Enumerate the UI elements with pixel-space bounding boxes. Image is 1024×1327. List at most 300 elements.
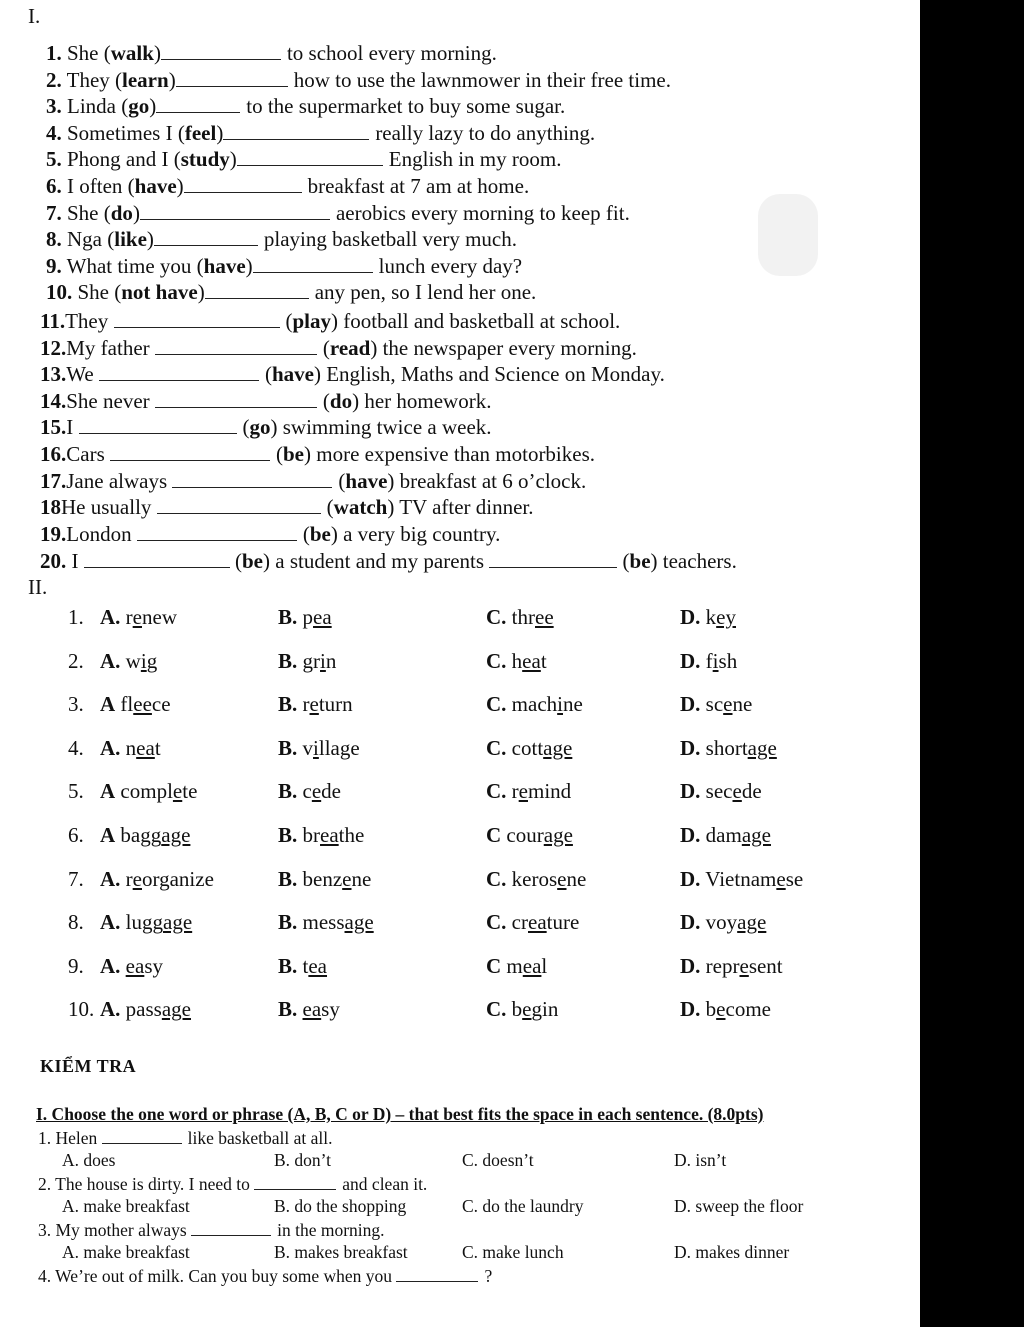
- test-question-3: [38, 1219, 385, 1241]
- option-d[interactable]: [680, 953, 783, 979]
- word-start: cr: [511, 910, 528, 935]
- answer-option[interactable]: A. does: [62, 1150, 116, 1170]
- option-letter: A.: [100, 953, 121, 978]
- option-letter: A: [100, 823, 116, 847]
- word-start: short: [705, 735, 748, 760]
- option-letter: A.: [100, 866, 121, 891]
- option-letter: A.: [100, 997, 121, 1022]
- item-middle-text: a student and my parents: [275, 549, 485, 573]
- item-number: 16.: [40, 442, 67, 466]
- exercise-item-18: 18He usually (watch) TV after dinner.: [40, 495, 534, 520]
- section-2-label: II.: [28, 575, 48, 599]
- word-start: cour: [506, 823, 544, 847]
- exercise-item-7: [46, 200, 630, 226]
- underlined-sound: ea: [125, 953, 145, 978]
- option-letter: C.: [486, 997, 507, 1022]
- word-start: r: [125, 605, 133, 629]
- item-text: her homework.: [364, 388, 492, 413]
- option-letter: C.: [486, 605, 507, 629]
- item-paren: ): [245, 253, 253, 278]
- word-start: w: [125, 648, 141, 673]
- word-start: sc: [705, 692, 724, 717]
- item-verb: be: [283, 442, 304, 466]
- answer-blank[interactable]: [99, 362, 259, 381]
- option-letter: B.: [278, 648, 298, 673]
- item-text: football and basketball at school.: [343, 309, 621, 333]
- word-end: the: [338, 823, 365, 847]
- option-c[interactable]: [486, 648, 547, 674]
- item-subject: She (: [67, 200, 111, 225]
- option-c[interactable]: [486, 735, 572, 761]
- item-text: to school every morning.: [286, 41, 497, 65]
- word-start: repr: [705, 953, 740, 978]
- underlined-sound: e: [342, 866, 352, 891]
- exercise-item-13: 13.We (have) English, Maths and Science on Monday.: [40, 362, 665, 387]
- option-d[interactable]: [680, 996, 771, 1022]
- item-verb: be: [629, 549, 651, 573]
- answer-option[interactable]: D. isn’t: [674, 1150, 727, 1170]
- item-subject: She never: [66, 388, 150, 413]
- item-number: 20.: [40, 549, 67, 573]
- item-paren: ): [216, 120, 224, 145]
- option-letter: C.: [486, 648, 507, 673]
- item-verb: not have: [121, 280, 198, 305]
- exercise-item-9: [46, 253, 522, 279]
- answer-blank[interactable]: [191, 1221, 271, 1236]
- answer-option[interactable]: C. do the laundry: [462, 1196, 584, 1216]
- word-end: ture: [546, 910, 580, 935]
- item-verb: have: [345, 468, 388, 493]
- word-start: t: [302, 953, 309, 978]
- word-start: sec: [705, 779, 733, 804]
- answer-blank[interactable]: [205, 280, 309, 299]
- underlined-sound: i: [320, 648, 326, 673]
- option-letter: C.: [486, 692, 507, 717]
- pronunciation-row-number: 6.: [68, 823, 84, 847]
- option-a[interactable]: [100, 691, 171, 717]
- item-subject: London: [66, 521, 132, 546]
- answer-blank[interactable]: [237, 147, 383, 166]
- option-letter: C.: [486, 779, 507, 804]
- word-start: pass: [125, 997, 162, 1022]
- underlined-sound: e: [518, 779, 528, 804]
- underlined-sound: e: [776, 866, 786, 891]
- option-d[interactable]: [680, 866, 803, 892]
- item-text: any pen, so I lend her one.: [314, 280, 537, 305]
- option-letter: B.: [278, 823, 298, 847]
- word-start: f: [705, 648, 713, 673]
- option-d[interactable]: [680, 604, 736, 630]
- exercise-item-3: [46, 93, 565, 119]
- item-subject: I: [71, 549, 79, 573]
- item-verb: feel: [184, 120, 217, 145]
- item-text: really lazy to do anything.: [375, 120, 596, 145]
- word-end: sent: [748, 953, 783, 978]
- option-letter: A.: [100, 648, 121, 673]
- item-text: swimming twice a week.: [282, 415, 492, 440]
- word-start: b: [511, 997, 523, 1022]
- item-paren: ): [153, 41, 161, 65]
- option-letter: C.: [486, 910, 507, 935]
- answer-blank[interactable]: [254, 1175, 336, 1190]
- underlined-sound: age: [543, 823, 573, 847]
- answer-blank[interactable]: [114, 309, 280, 328]
- option-letter: C: [486, 823, 502, 847]
- underlined-sound: e: [309, 692, 319, 717]
- word-start: keros: [511, 866, 558, 891]
- word-end: de: [741, 779, 762, 804]
- option-a[interactable]: [100, 996, 191, 1022]
- option-letter: D.: [680, 735, 701, 760]
- item-subject: We: [66, 362, 94, 387]
- item-verb: have: [134, 174, 177, 198]
- item-number: 13.: [40, 362, 67, 387]
- answer-blank[interactable]: [155, 336, 317, 355]
- word-start: b: [705, 997, 717, 1022]
- option-letter: B.: [278, 997, 298, 1022]
- word-end: mind: [528, 779, 572, 804]
- option-a[interactable]: [100, 909, 192, 935]
- underlined-sound: e: [557, 866, 567, 891]
- answer-option[interactable]: B. do the shopping: [274, 1196, 407, 1216]
- underlined-sound: ea: [522, 953, 542, 978]
- answer-blank[interactable]: [84, 549, 230, 568]
- item-number: 19.: [40, 521, 67, 546]
- underlined-sound: i: [313, 735, 319, 760]
- item-number: 15.: [40, 415, 67, 440]
- item-subject: He usually: [61, 495, 152, 520]
- item-verb: do: [110, 200, 133, 225]
- answer-blank[interactable]: [140, 201, 330, 220]
- option-b[interactable]: [278, 822, 364, 848]
- item-number: 5.: [46, 147, 62, 172]
- word-start: mess: [302, 910, 345, 935]
- option-b[interactable]: [278, 866, 371, 892]
- item-subject: Phong and I (: [67, 147, 181, 172]
- word-end: come: [725, 997, 771, 1022]
- answer-option[interactable]: D. sweep the floor: [674, 1196, 804, 1216]
- option-d[interactable]: [680, 909, 766, 935]
- item-subject: I often (: [67, 174, 135, 198]
- word-start: bagg: [120, 823, 162, 847]
- word-start: n: [125, 735, 137, 760]
- answer-blank[interactable]: [176, 68, 288, 87]
- item-subject: I: [66, 415, 74, 440]
- item-subject: What time you (: [66, 253, 204, 278]
- pronunciation-row-number: 7.: [68, 866, 84, 891]
- option-a[interactable]: [100, 953, 163, 979]
- item-paren: ): [132, 200, 140, 225]
- exercise-item-15: 15.I (go) swimming twice a week.: [40, 415, 492, 440]
- option-letter: D.: [680, 823, 701, 847]
- exercise-item-16: 16.Cars (be) more expensive than motorbikes.: [40, 442, 596, 466]
- underlined-sound: e: [522, 997, 532, 1022]
- word-end: sy: [321, 997, 340, 1022]
- pronunciation-row-number: 4.: [68, 735, 84, 760]
- option-letter: D.: [680, 648, 701, 673]
- answer-blank[interactable]: [396, 1267, 478, 1282]
- answer-blank[interactable]: [157, 495, 321, 514]
- word-end: llage: [318, 735, 360, 760]
- question-text: 1. Helen: [38, 1128, 98, 1148]
- word-start: Vietnam: [705, 866, 777, 891]
- underlined-sound: e: [132, 866, 142, 891]
- item-number: 17.: [40, 468, 67, 493]
- word-start: thr: [511, 605, 535, 629]
- item-paren: ): [146, 227, 154, 252]
- exercise-item-12: 12.My father (read) the newspaper every morning.: [40, 335, 637, 360]
- option-b[interactable]: [278, 648, 336, 674]
- item-paren: ): [176, 174, 184, 198]
- option-letter: B.: [278, 735, 298, 760]
- underlined-sound: ea: [528, 910, 547, 935]
- word-end: t: [154, 735, 161, 760]
- item-number: 7.: [46, 200, 62, 225]
- option-letter: B.: [278, 692, 298, 717]
- underlined-sound: age: [344, 910, 374, 935]
- exercise-item-1: [46, 40, 497, 66]
- option-letter: C: [486, 953, 502, 978]
- word-start: p: [302, 605, 314, 629]
- answer-blank[interactable]: [156, 94, 240, 113]
- word-start: fl: [120, 692, 134, 717]
- underlined-sound: e: [732, 779, 742, 804]
- option-c[interactable]: [486, 953, 547, 979]
- option-letter: D.: [680, 997, 701, 1022]
- underlined-sound: ea: [136, 735, 155, 760]
- option-b[interactable]: [278, 604, 332, 630]
- answer-blank[interactable]: [184, 174, 302, 193]
- word-start: dam: [705, 823, 742, 847]
- underlined-sound: age: [747, 735, 777, 760]
- answer-option[interactable]: C. make lunch: [462, 1242, 564, 1262]
- item-subject: Linda (: [67, 94, 129, 119]
- word-start: h: [511, 648, 523, 673]
- option-c[interactable]: [486, 909, 579, 935]
- underlined-sound: age: [161, 997, 191, 1022]
- exercise-item-8: [46, 226, 517, 252]
- underlined-sound: e: [716, 997, 726, 1022]
- word-end: sh: [718, 648, 738, 673]
- option-letter: B.: [278, 866, 298, 891]
- option-d[interactable]: [680, 691, 752, 717]
- pronunciation-row-number: 8.: [68, 910, 84, 935]
- answer-option[interactable]: B. don’t: [274, 1150, 332, 1170]
- item-subject: They: [65, 309, 109, 333]
- option-d[interactable]: [680, 822, 771, 848]
- option-letter: D.: [680, 692, 701, 717]
- option-b[interactable]: [278, 953, 327, 979]
- word-end: ne: [732, 692, 753, 717]
- option-d[interactable]: [680, 735, 777, 761]
- item-text: teachers.: [662, 549, 737, 573]
- option-a[interactable]: [100, 604, 177, 630]
- item-number: 4.: [46, 120, 62, 145]
- option-letter: A: [100, 779, 116, 804]
- answer-blank[interactable]: [102, 1129, 182, 1144]
- underlined-sound: ey: [716, 605, 736, 629]
- answer-blank[interactable]: [79, 415, 237, 434]
- option-letter: A.: [100, 735, 121, 760]
- answer-option[interactable]: C. doesn’t: [462, 1150, 534, 1170]
- answer-option[interactable]: B. makes breakfast: [274, 1242, 408, 1262]
- option-letter: D.: [680, 953, 701, 978]
- option-b[interactable]: [278, 735, 360, 761]
- word-end: new: [142, 605, 177, 629]
- word-end: se: [785, 866, 804, 891]
- word-end: t: [540, 648, 547, 673]
- pronunciation-row-number: 9.: [68, 953, 84, 978]
- option-letter: A.: [100, 605, 121, 629]
- word-start: gr: [302, 648, 321, 673]
- option-c[interactable]: [486, 996, 558, 1022]
- item-text: lunch every day?: [378, 253, 523, 278]
- word-start: benz: [302, 866, 343, 891]
- option-b[interactable]: [278, 996, 340, 1022]
- exercise-item-5: [46, 146, 561, 172]
- option-letter: C.: [486, 735, 507, 760]
- item-number: 9.: [46, 253, 62, 278]
- pronunciation-row-number: 10.: [68, 997, 95, 1022]
- item-number: 2.: [46, 67, 62, 92]
- item-verb: be: [242, 549, 263, 573]
- option-a[interactable]: [100, 778, 197, 804]
- underlined-sound: ea: [320, 823, 339, 847]
- item-text: English in my room.: [388, 147, 562, 172]
- underlined-sound: i: [712, 648, 719, 673]
- item-verb: go: [249, 415, 271, 440]
- underlined-sound: e: [723, 692, 733, 717]
- underlined-sound: ea: [308, 953, 328, 978]
- word-start: mach: [511, 692, 558, 717]
- option-a[interactable]: [100, 648, 157, 674]
- option-c[interactable]: [486, 778, 571, 804]
- item-text: TV after dinner.: [399, 495, 534, 520]
- answer-blank[interactable]: [172, 469, 332, 488]
- option-letter: D.: [680, 779, 701, 804]
- underlined-sound: e: [132, 605, 142, 629]
- item-text: more expensive than motorbikes.: [316, 442, 596, 466]
- item-verb: play: [292, 309, 332, 333]
- option-d[interactable]: [680, 648, 737, 674]
- option-c[interactable]: [486, 866, 586, 892]
- option-c[interactable]: [486, 604, 554, 630]
- option-b[interactable]: [278, 778, 341, 804]
- answer-blank[interactable]: [489, 549, 617, 568]
- answer-blank[interactable]: [137, 522, 297, 541]
- answer-blank[interactable]: [155, 389, 317, 408]
- answer-blank[interactable]: [110, 442, 270, 461]
- item-number: 3.: [46, 94, 62, 119]
- item-subject: My father: [66, 335, 150, 360]
- option-a[interactable]: [100, 866, 214, 892]
- answer-blank[interactable]: [253, 254, 373, 273]
- word-end: ne: [351, 866, 372, 891]
- item-subject: Jane always: [66, 468, 168, 493]
- word-end: g: [146, 648, 158, 673]
- item-number: 18: [40, 495, 61, 520]
- item-verb: do: [329, 388, 353, 413]
- question-text: 4. We’re out of milk. Can you buy some when you: [38, 1266, 393, 1286]
- option-letter: B.: [278, 605, 298, 629]
- underlined-sound: ea: [522, 648, 541, 673]
- option-letter: B.: [278, 953, 298, 978]
- option-d[interactable]: [680, 778, 762, 804]
- underlined-sound: age: [163, 910, 193, 935]
- word-start: r: [511, 779, 519, 804]
- exercise-item-19: 19.London (be) a very big country.: [40, 521, 501, 546]
- word-end: l: [541, 953, 548, 978]
- answer-blank[interactable]: [161, 41, 281, 60]
- answer-blank[interactable]: [154, 227, 258, 246]
- test-question-2: [38, 1173, 427, 1195]
- exercise-item-14: 14.She never (do) her homework.: [40, 388, 492, 413]
- answer-option[interactable]: A. make breakfast: [62, 1242, 190, 1262]
- item-verb: have: [203, 253, 246, 278]
- word-start: compl: [120, 779, 173, 804]
- test-instruction: I. Choose the one word or phrase (A, B, C or D) – that best fits the space in each sentence. (8.0pts): [36, 1104, 764, 1124]
- item-text: to the supermarket to buy some sugar.: [246, 94, 566, 119]
- question-text-end: in the morning.: [277, 1220, 385, 1240]
- item-number: 10.: [46, 280, 73, 305]
- underlined-sound: age: [737, 910, 767, 935]
- question-text: 2. The house is dirty. I need to: [38, 1174, 250, 1194]
- underlined-sound: age: [161, 823, 191, 847]
- test-question-4: [38, 1265, 492, 1287]
- word-start: k: [705, 605, 717, 629]
- smudge: [758, 194, 818, 276]
- item-text: breakfast at 7 am at home.: [307, 174, 530, 198]
- item-verb: be: [309, 521, 331, 546]
- item-paren: ): [168, 67, 176, 92]
- option-c[interactable]: [486, 691, 583, 717]
- answer-option[interactable]: A. make breakfast: [62, 1196, 190, 1216]
- exercise-item-17: 17.Jane always (have) breakfast at 6 o’clock.: [40, 468, 587, 493]
- answer-option[interactable]: D. makes dinner: [674, 1242, 790, 1262]
- item-subject: She (: [67, 41, 111, 65]
- word-end: organize: [142, 866, 214, 891]
- option-c[interactable]: [486, 822, 573, 848]
- question-text-end: ?: [484, 1266, 493, 1286]
- option-letter: A: [100, 692, 116, 717]
- option-letter: C.: [486, 866, 507, 891]
- underlined-sound: ea: [313, 605, 332, 629]
- pronunciation-row-number: 3.: [68, 692, 84, 717]
- option-b[interactable]: [278, 691, 353, 717]
- item-verb: watch: [333, 495, 388, 520]
- answer-blank[interactable]: [223, 121, 369, 140]
- word-end: te: [182, 779, 198, 804]
- pronunciation-row-number: 1.: [68, 605, 84, 629]
- question-text-end: like basketball at all.: [187, 1128, 333, 1148]
- item-number: 1.: [46, 41, 62, 65]
- word-start: m: [506, 953, 523, 978]
- word-end: ne: [566, 866, 587, 891]
- underlined-sound: e: [311, 779, 322, 804]
- option-a[interactable]: [100, 822, 190, 848]
- item-text: playing basketball very much.: [263, 227, 518, 252]
- item-subject: Cars: [66, 442, 105, 466]
- option-a[interactable]: [100, 735, 161, 761]
- option-b[interactable]: [278, 909, 374, 935]
- underlined-sound: age: [543, 735, 573, 760]
- option-letter: D.: [680, 866, 701, 891]
- option-letter: D.: [680, 605, 701, 629]
- exercise-item-4: [46, 120, 595, 146]
- word-start: voy: [705, 910, 738, 935]
- word-start: v: [302, 735, 314, 760]
- item-verb: learn: [122, 67, 169, 92]
